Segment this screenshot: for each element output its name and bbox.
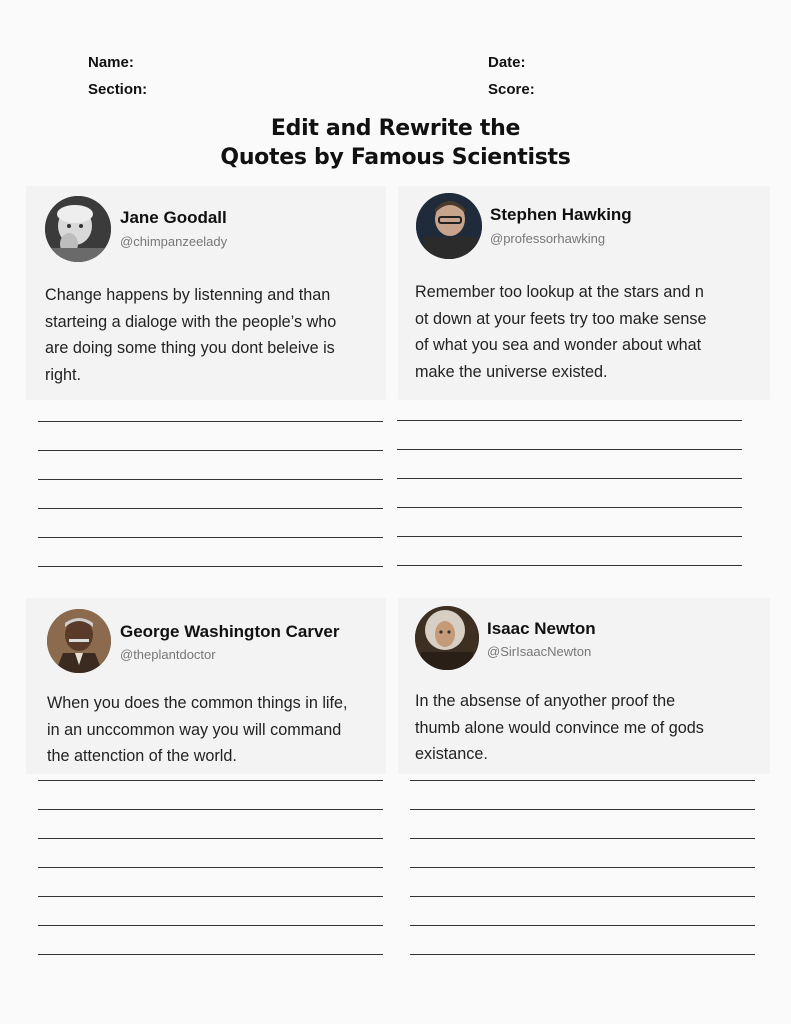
writing-line[interactable]	[38, 566, 383, 567]
person-handle: @theplantdoctor	[120, 647, 216, 662]
page-title-line-2: Quotes by Famous Scientists	[220, 145, 571, 170]
score-label: Score:	[488, 81, 535, 98]
writing-line[interactable]	[410, 780, 755, 781]
writing-line[interactable]	[38, 537, 383, 538]
person-handle: @professorhawking	[490, 231, 606, 246]
writing-line[interactable]	[410, 838, 755, 839]
quote-text: When you does the common things in life, in an unccommon way you will command the attenction of the world.	[47, 694, 348, 765]
writing-line[interactable]	[38, 867, 383, 868]
person-name: Isaac Newton	[487, 619, 596, 638]
name-label: Name:	[88, 54, 134, 71]
writing-line[interactable]	[38, 954, 383, 955]
page-title-line-1: Edit and Rewrite the	[270, 116, 521, 141]
date-label: Date:	[488, 54, 526, 71]
section-label: Section:	[88, 81, 148, 98]
writing-line[interactable]	[38, 780, 383, 781]
writing-line[interactable]	[38, 421, 383, 422]
writing-line[interactable]	[397, 536, 742, 537]
writing-line[interactable]	[38, 925, 383, 926]
avatar	[47, 609, 111, 673]
quote-text: In the absense of anyother proof the thumb alone would convince me of gods existance.	[415, 692, 704, 763]
person-handle: @chimpanzeelady	[120, 234, 228, 249]
writing-line[interactable]	[38, 838, 383, 839]
person-name: Stephen Hawking	[490, 205, 632, 224]
writing-line[interactable]	[38, 450, 383, 451]
person-handle: @SirIsaacNewton	[487, 644, 592, 659]
quote-text: Change happens by listenning and than starteing a dialoge with the people’s who are doing some thing you dont beleive is right.	[45, 286, 337, 384]
writing-line[interactable]	[397, 478, 742, 479]
avatar	[415, 606, 479, 670]
writing-line[interactable]	[410, 925, 755, 926]
writing-line[interactable]	[410, 867, 755, 868]
avatar	[45, 196, 111, 262]
writing-line[interactable]	[38, 896, 383, 897]
person-name: Jane Goodall	[120, 208, 227, 227]
quote-text: Remember too lookup at the stars and n ot down at your feets try too make sense of what you sea and wonder about what make the universe existed.	[415, 283, 707, 381]
person-name: George Washington Carver	[120, 622, 340, 641]
writing-line[interactable]	[38, 809, 383, 810]
page-title	[0, 114, 791, 172]
writing-line[interactable]	[397, 420, 742, 421]
writing-line[interactable]	[397, 565, 742, 566]
writing-line[interactable]	[38, 508, 383, 509]
writing-line[interactable]	[410, 896, 755, 897]
writing-line[interactable]	[410, 954, 755, 955]
writing-line[interactable]	[38, 479, 383, 480]
writing-line[interactable]	[397, 449, 742, 450]
writing-line[interactable]	[410, 809, 755, 810]
writing-line[interactable]	[397, 507, 742, 508]
avatar	[416, 193, 482, 259]
